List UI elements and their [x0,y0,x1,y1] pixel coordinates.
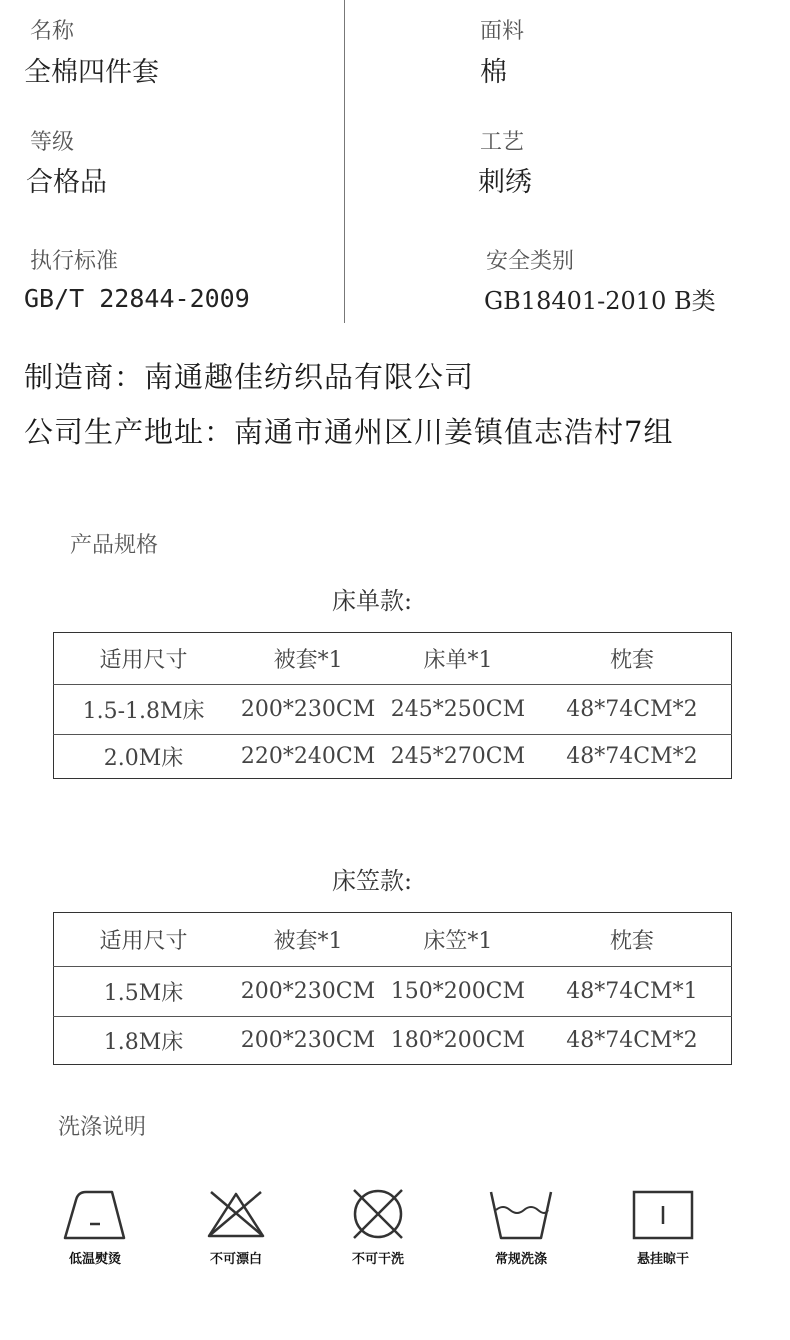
column-divider [344,0,345,323]
bedsheet-table-title: 床单款: [331,587,413,615]
bedsheet-spec-table [53,632,732,779]
header-cell: 被套*1 [273,648,343,673]
wash-label: 低温熨烫 [68,1252,121,1267]
table-cell: 48*74CM*2 [533,685,732,735]
craft-value: 刺绣 [478,167,532,198]
table-cell: 1.8M床 [54,1017,234,1065]
table-cell: 245*250CM [383,685,533,735]
table-cell: 48*74CM*2 [533,735,732,779]
fabric-value: 棉 [480,57,507,88]
wash-label: 常规洗涤 [494,1252,547,1267]
no-bleach-icon [205,1188,267,1240]
table-cell: 200*230CM [233,685,383,735]
wash-label: 悬挂晾干 [636,1252,689,1267]
table-row [54,967,732,1017]
standard-label: 执行标准 [30,249,119,274]
craft-label: 工艺 [480,130,525,155]
header-cell: 枕套 [609,929,654,954]
header-cell: 床单*1 [423,648,493,673]
wash-label: 不可干洗 [351,1252,404,1267]
table-header-row [54,913,732,967]
name-label: 名称 [30,19,75,44]
table-cell: 150*200CM [383,967,533,1017]
spec-section-title: 产品规格 [70,533,159,558]
fitted-sheet-spec-table [53,912,732,1065]
table-cell: 220*240CM [233,735,383,779]
manufacturer-name: 制造商：南通趣佳纺织品有限公司 [24,360,475,394]
wash-section-title: 洗涤说明 [58,1115,147,1140]
manufacturer-address: 公司生产地址：南通市通州区川姜镇值志浩村7组 [24,415,674,449]
hang-dry-icon [632,1190,694,1240]
table-header-row [54,633,732,685]
table-cell: 48*74CM*1 [533,967,732,1017]
header-cell: 适用尺寸 [99,929,188,954]
fabric-label: 面料 [480,19,525,44]
grade-label: 等级 [30,130,75,155]
table-cell: 180*200CM [383,1017,533,1065]
header-cell: 适用尺寸 [99,648,188,673]
table-row [54,735,732,779]
table-cell: 48*74CM*2 [533,1017,732,1065]
table-row [54,1017,732,1065]
name-value: 全棉四件套 [24,57,159,88]
standard-value: GB/T 22844-2009 [24,284,250,313]
fitted-sheet-table-title: 床笠款: [331,867,413,895]
safety-value: GB18401-2010 B类 [484,287,716,315]
table-cell: 2.0M床 [54,735,234,779]
grade-value: 合格品 [26,167,107,198]
table-cell: 200*230CM [233,1017,383,1065]
low-temp-iron-icon [62,1188,128,1242]
table-cell: 200*230CM [233,967,383,1017]
header-cell: 被套*1 [273,929,343,954]
header-cell: 枕套 [609,648,654,673]
table-cell: 1.5-1.8M床 [54,685,234,735]
wash-label: 不可漂白 [209,1252,262,1267]
no-dry-clean-icon [346,1188,410,1240]
header-cell: 床笠*1 [423,929,493,954]
table-cell: 1.5M床 [54,967,234,1017]
safety-label: 安全类别 [486,249,575,274]
table-row [54,685,732,735]
normal-wash-icon [488,1188,554,1242]
table-cell: 245*270CM [383,735,533,779]
